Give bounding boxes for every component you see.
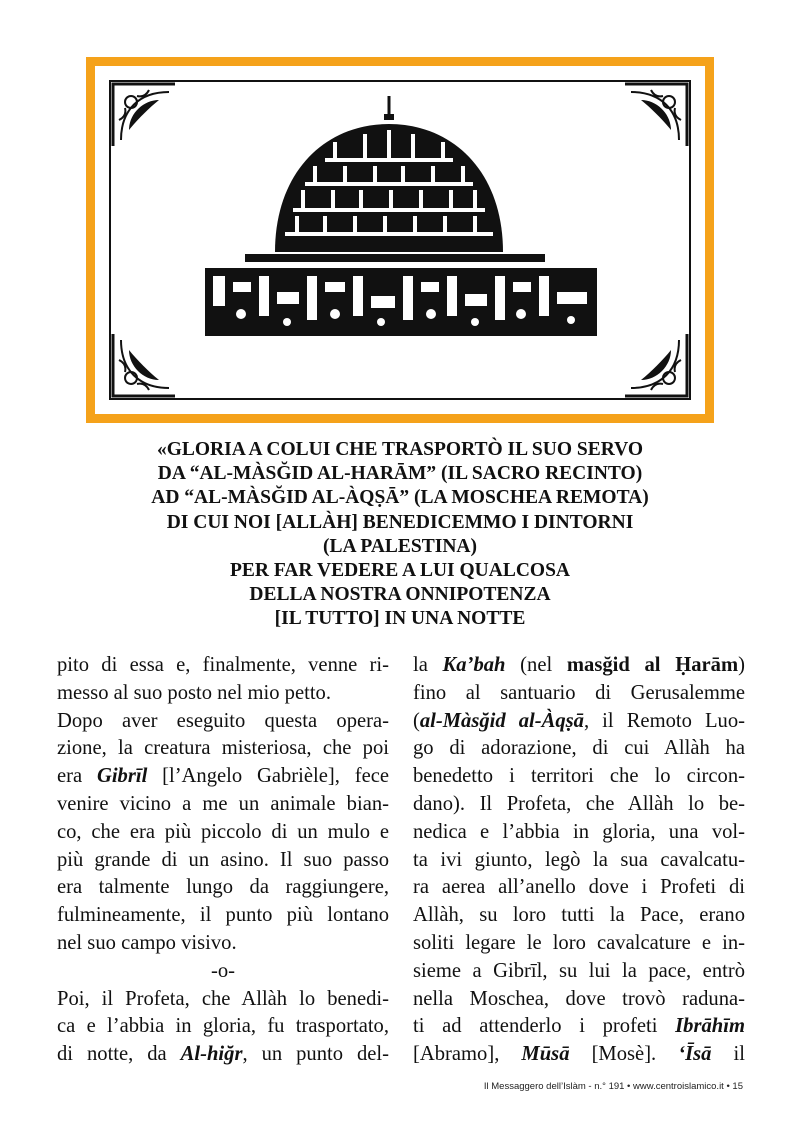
body-line xyxy=(413,652,745,680)
illustration-frame xyxy=(86,57,714,423)
name-ibrahim: Ibrāhīm xyxy=(675,1015,745,1038)
quote-heading-line: [IL TUTTO] IN UNA NOTTE xyxy=(274,608,526,630)
arabesque-corner-ornament-icon xyxy=(109,80,179,150)
body-line: dano). Il Profeta, che Allàh lo be- xyxy=(413,792,745,815)
quote-heading-line: (LA PALESTINA) xyxy=(322,535,478,557)
body-text: ( xyxy=(413,709,420,732)
body-line: più grande di un asino. Il suo passo xyxy=(57,848,389,871)
left-text-column xyxy=(57,652,389,1069)
name-musa: Mūsā xyxy=(521,1043,570,1066)
body-line: go di adorazione, di cui Allàh ha xyxy=(413,737,745,760)
body-text: [l’Angelo Gabrièle], fece xyxy=(147,765,389,788)
body-line: ca e l’abbia in gloria, fu trasportato, xyxy=(57,1015,389,1038)
page-footer: Il Messaggero dell’Islàm - n.° 191 • www.centroislamico.it • 15 xyxy=(483,1081,743,1092)
body-line xyxy=(57,1041,389,1069)
name-al-masgid-al-aqsa: al-Màsğid al-Àqṣā xyxy=(419,709,584,732)
body-line: Allàh, su loro tutti la Pace, erano xyxy=(413,904,745,927)
body-line: zione, la creatura misteriosa, che poi xyxy=(57,737,389,760)
body-text: la xyxy=(413,654,443,676)
body-line: co, che era più piccolo di un mulo e xyxy=(57,820,389,843)
arabesque-corner-ornament-icon xyxy=(621,330,691,400)
body-text: il xyxy=(711,1043,745,1066)
body-line: messo al suo posto nel mio petto. xyxy=(57,681,331,704)
body-line: ta ivi giunto, legò la sua cavalcatu- xyxy=(413,848,745,871)
quote-heading-line: «GLORIA A COLUI CHE TRASPORTÒ IL SUO SERVO xyxy=(156,439,644,460)
body-line: fino al santuario di Gerusalemme xyxy=(413,681,745,704)
body-text: , il Remoto Luo- xyxy=(583,709,746,732)
section-separator: -o- xyxy=(210,959,235,982)
name-masgid-al-haram: masğid al Ḥarām xyxy=(566,654,739,676)
body-line: ra aerea all’anello dove i Profeti di xyxy=(413,876,745,899)
crescent-finial-icon xyxy=(379,96,399,120)
body-text: ) xyxy=(738,654,745,676)
body-line: Poi, il Profeta, che Allàh lo benedi- xyxy=(57,987,389,1010)
arabesque-corner-ornament-icon xyxy=(621,80,691,150)
calligraphy-dome-artwork-icon xyxy=(175,82,625,362)
body-line xyxy=(413,708,745,736)
body-line: nella Moschea, dove trovò raduna- xyxy=(413,987,745,1010)
quote-heading-line: DELLA NOSTRA ONNIPOTENZA xyxy=(249,584,551,606)
body-text: (nel xyxy=(505,654,567,676)
quote-heading-line: AD “AL-MÀSĞID AL-ÀQṢĀ” (LA MOSCHEA REMOTA) xyxy=(151,487,649,509)
body-line xyxy=(413,1041,745,1069)
name-al-higr: Al-hiğr xyxy=(180,1043,243,1066)
quote-heading-line: PER FAR VEDERE A LUI QUALCOSA xyxy=(229,560,571,582)
body-line: venire vicino a me un animale bian- xyxy=(57,792,389,815)
right-text-column xyxy=(413,652,745,1069)
body-line: sieme a Gibrīl, su lui la pace, entrò xyxy=(413,959,745,982)
body-text: [Abramo], xyxy=(413,1043,522,1066)
body-line: nel suo campo visivo. xyxy=(57,931,237,954)
body-line: era talmente lungo da raggiungere, xyxy=(57,876,389,899)
body-line xyxy=(413,1013,745,1041)
body-line: nedica e l’abbia in gloria, una vol- xyxy=(413,820,745,843)
body-text: ti ad attenderlo i profeti xyxy=(413,1015,676,1038)
body-line: fulmineamente, il punto più lontano xyxy=(57,904,389,927)
body-line: soliti legare le loro cavalcature e in- xyxy=(413,931,745,954)
body-text: [Mosè]. xyxy=(569,1043,679,1066)
arabesque-corner-ornament-icon xyxy=(109,330,179,400)
quote-heading-line: DI CUI NOI [ALLÀH] BENEDICEMMO I DINTORNI xyxy=(166,511,634,533)
body-line: Dopo aver eseguito questa opera- xyxy=(57,709,389,732)
quote-heading-line: DA “AL-MÀSĞID AL-HARĀM” (IL SACRO RECINTO) xyxy=(157,463,643,485)
body-line: pito di essa e, finalmente, venne ri- xyxy=(57,654,389,676)
body-text: di notte, da xyxy=(57,1043,181,1066)
quote-heading xyxy=(100,438,700,632)
body-text: era xyxy=(57,765,97,788)
name-kabah: Ka’bah xyxy=(442,654,506,676)
name-gibril: Gibrīl xyxy=(96,765,148,788)
name-isa: ‘Īsā xyxy=(678,1043,712,1066)
body-line: benedetto i territori che lo circon- xyxy=(413,765,745,788)
body-text: , un punto del- xyxy=(242,1043,389,1066)
body-line xyxy=(57,763,389,791)
